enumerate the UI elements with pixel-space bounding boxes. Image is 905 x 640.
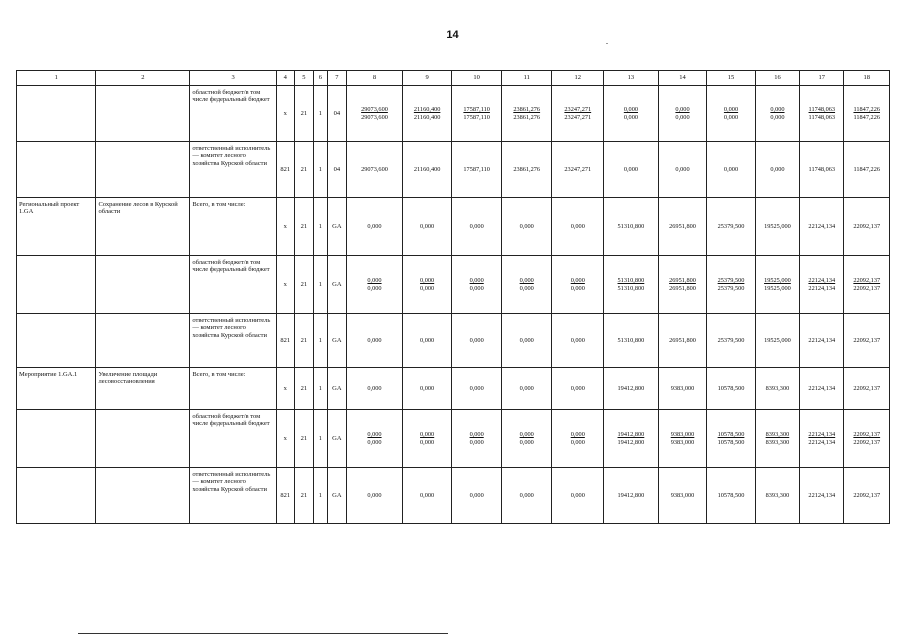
column-header-14: 14 — [658, 71, 707, 86]
value-federal: 10578,500 — [717, 438, 745, 446]
value-federal: 22092,137 — [853, 438, 881, 446]
value-total: 0,000 — [469, 431, 484, 439]
cell-col1 — [17, 410, 96, 468]
cell-value-col15 — [707, 410, 756, 468]
value-total: 26951,800 — [669, 336, 696, 344]
cell-col4: 821 — [277, 468, 295, 524]
cell-value-col11 — [501, 142, 552, 198]
value-total: 0,000 — [367, 222, 382, 230]
value-total: 51310,800 — [617, 277, 645, 285]
cell-col6: 1 — [314, 198, 327, 256]
value-total: 0,000 — [623, 165, 638, 173]
cell-value-col15 — [707, 314, 756, 368]
cell-value-col11 — [501, 256, 552, 314]
cell-value-col11 — [501, 410, 552, 468]
value-total: 19412,800 — [617, 491, 645, 499]
value-total: 22124,134 — [808, 222, 836, 230]
cell-value-col18 — [844, 198, 890, 256]
cell-col1: Мероприятие 1.GA.1 — [17, 368, 96, 410]
cell-value-col8 — [347, 314, 403, 368]
cell-value-col12 — [552, 86, 604, 142]
value-total: 0,000 — [469, 491, 484, 499]
cell-col5: 21 — [294, 314, 314, 368]
value-total: 8393,300 — [765, 384, 790, 392]
cell-col3: областной бюджет/в том числе федеральный бюджет — [190, 410, 277, 468]
value-total: 25379,500 — [717, 222, 745, 230]
value-total: 0,000 — [367, 336, 382, 344]
value-total: 22124,134 — [808, 431, 836, 439]
cell-value-col8 — [347, 198, 403, 256]
cell-value-col17 — [800, 256, 844, 314]
cell-value-col18 — [844, 314, 890, 368]
cell-value-col16 — [755, 198, 799, 256]
cell-value-col12 — [552, 314, 604, 368]
cell-col3: областной бюджет/в том числе федеральный бюджет — [190, 256, 277, 314]
value-federal: 0,000 — [519, 438, 534, 446]
value-total: 19412,800 — [617, 431, 645, 439]
value-total: 29073,600 — [361, 165, 388, 173]
value-federal: 0,000 — [519, 284, 534, 292]
column-header-16: 16 — [755, 71, 799, 86]
cell-col7: GA — [327, 314, 347, 368]
cell-value-col12 — [552, 198, 604, 256]
value-total: 0,000 — [367, 431, 382, 439]
cell-value-col17 — [800, 410, 844, 468]
value-federal: 17587,110 — [463, 113, 490, 121]
value-federal: 0,000 — [723, 113, 739, 121]
header-row — [17, 71, 890, 86]
cell-value-col18 — [844, 142, 890, 198]
column-header-4: 4 — [277, 71, 295, 86]
column-header-17: 17 — [800, 71, 844, 86]
value-total: 51310,800 — [617, 222, 645, 230]
cell-col7: GA — [327, 256, 347, 314]
cell-value-col14 — [658, 142, 707, 198]
value-total: 22092,137 — [853, 336, 881, 344]
cell-col6: 1 — [314, 468, 327, 524]
cell-value-col11 — [501, 368, 552, 410]
value-total: 22092,137 — [853, 277, 881, 285]
cell-value-col11 — [501, 198, 552, 256]
cell-col6: 1 — [314, 256, 327, 314]
cell-value-col10 — [452, 86, 502, 142]
cell-col4: х — [277, 410, 295, 468]
cell-value-col11 — [501, 468, 552, 524]
column-header-12: 12 — [552, 71, 604, 86]
cell-value-col14 — [658, 314, 707, 368]
value-total: 9383,000 — [670, 384, 695, 392]
cell-col1: Региональный проект 1.GA — [17, 198, 96, 256]
cell-value-col17 — [800, 368, 844, 410]
cell-value-col14 — [658, 198, 707, 256]
value-total: 0,000 — [723, 165, 739, 173]
cell-value-col17 — [800, 468, 844, 524]
cell-value-col10 — [452, 256, 502, 314]
cell-col4: х — [277, 198, 295, 256]
cell-value-col16 — [755, 256, 799, 314]
cell-value-col11 — [501, 86, 552, 142]
table-row — [17, 256, 890, 314]
value-total: 0,000 — [623, 106, 638, 114]
value-total: 0,000 — [469, 384, 484, 392]
value-federal: 9383,000 — [670, 438, 695, 446]
cell-col2 — [96, 314, 190, 368]
value-total: 21160,400 — [413, 106, 441, 114]
cell-value-col16 — [755, 368, 799, 410]
cell-col5: 21 — [294, 142, 314, 198]
cell-col3: Всего, в том числе: — [190, 198, 277, 256]
cell-value-col13 — [604, 86, 659, 142]
cell-value-col18 — [844, 368, 890, 410]
value-federal: 0,000 — [469, 284, 484, 292]
value-federal: 11847,226 — [853, 113, 880, 121]
value-total: 0,000 — [519, 222, 534, 230]
cell-value-col17 — [800, 86, 844, 142]
cell-col7: GA — [327, 468, 347, 524]
value-federal: 23247,271 — [564, 113, 592, 121]
cell-value-col15 — [707, 86, 756, 142]
value-total: 22092,137 — [853, 491, 881, 499]
cell-col6: 1 — [314, 368, 327, 410]
value-total: 0,000 — [770, 165, 785, 173]
value-total: 17587,110 — [463, 106, 490, 114]
value-total: 9383,000 — [670, 491, 695, 499]
table-row — [17, 468, 890, 524]
cell-col4: х — [277, 256, 295, 314]
cell-value-col13 — [604, 314, 659, 368]
cell-value-col18 — [844, 256, 890, 314]
cell-value-col17 — [800, 198, 844, 256]
value-federal: 0,000 — [675, 113, 690, 121]
cell-value-col16 — [755, 314, 799, 368]
cell-col4: 821 — [277, 142, 295, 198]
value-total: 11847,226 — [853, 106, 880, 114]
value-total: 9383,000 — [670, 431, 695, 439]
cell-col7: 04 — [327, 86, 347, 142]
value-federal: 21160,400 — [413, 113, 441, 121]
cell-col7: GA — [327, 198, 347, 256]
value-total: 19412,800 — [617, 384, 645, 392]
cell-col3: Всего, в том числе: — [190, 368, 277, 410]
cell-value-col12 — [552, 368, 604, 410]
value-total: 0,000 — [675, 165, 690, 173]
value-total: 17587,110 — [463, 165, 490, 173]
cell-value-col16 — [755, 142, 799, 198]
cell-col6: 1 — [314, 314, 327, 368]
cell-col5: 21 — [294, 368, 314, 410]
value-total: 23861,276 — [513, 106, 541, 114]
table-row — [17, 314, 890, 368]
value-total: 0,000 — [469, 277, 484, 285]
cell-col7: 04 — [327, 142, 347, 198]
value-total: 0,000 — [367, 384, 382, 392]
cell-col5: 21 — [294, 198, 314, 256]
value-total: 22124,134 — [808, 491, 836, 499]
column-header-2: 2 — [96, 71, 190, 86]
value-total: 0,000 — [519, 336, 534, 344]
value-total: 22124,134 — [808, 336, 836, 344]
cell-value-col18 — [844, 468, 890, 524]
value-total: 23247,271 — [564, 106, 592, 114]
cell-value-col15 — [707, 468, 756, 524]
column-header-8: 8 — [347, 71, 403, 86]
column-header-10: 10 — [452, 71, 502, 86]
value-total: 0,000 — [420, 277, 435, 285]
value-federal: 0,000 — [570, 284, 585, 292]
cell-col7: GA — [327, 368, 347, 410]
cell-value-col15 — [707, 256, 756, 314]
cell-col5: 21 — [294, 410, 314, 468]
cell-col4: х — [277, 368, 295, 410]
cell-col3: ответственный исполнитель — комитет лесного хозяйства Курской области — [190, 468, 277, 524]
column-header-9: 9 — [402, 71, 452, 86]
value-total: 51310,800 — [617, 336, 645, 344]
value-total: 0,000 — [519, 491, 534, 499]
cell-col2: Увеличение площади лесовосстановления — [96, 368, 190, 410]
cell-col6: 1 — [314, 142, 327, 198]
value-total: 0,000 — [519, 431, 534, 439]
value-total: 22092,137 — [853, 431, 881, 439]
value-total: 22092,137 — [853, 222, 881, 230]
cell-value-col13 — [604, 142, 659, 198]
cell-col6: 1 — [314, 410, 327, 468]
cell-value-col12 — [552, 468, 604, 524]
value-total: 0,000 — [420, 491, 435, 499]
value-federal: 0,000 — [469, 438, 484, 446]
cell-col2: Сохранение лесов в Курской области — [96, 198, 190, 256]
cell-value-col10 — [452, 468, 502, 524]
value-federal: 11748,063 — [808, 113, 836, 121]
footnote-divider — [78, 633, 448, 634]
column-header-3: 3 — [190, 71, 277, 86]
value-total: 0,000 — [519, 384, 534, 392]
cell-value-col8 — [347, 256, 403, 314]
cell-value-col16 — [755, 86, 799, 142]
value-total: 0,000 — [469, 222, 484, 230]
value-total: 29073,600 — [361, 106, 388, 114]
cell-value-col13 — [604, 468, 659, 524]
value-federal: 8393,300 — [765, 438, 790, 446]
cell-col6: 1 — [314, 86, 327, 142]
value-federal: 29073,600 — [361, 113, 388, 121]
value-federal: 0,000 — [367, 284, 382, 292]
value-total: 19525,000 — [764, 222, 791, 230]
cell-value-col15 — [707, 142, 756, 198]
value-total: 0,000 — [469, 336, 484, 344]
value-total: 22092,137 — [853, 384, 881, 392]
table-row — [17, 142, 890, 198]
cell-value-col11 — [501, 314, 552, 368]
value-total: 0,000 — [570, 491, 585, 499]
column-header-1: 1 — [17, 71, 96, 86]
value-total: 22124,134 — [808, 277, 836, 285]
cell-col5: 21 — [294, 468, 314, 524]
value-total: 26951,800 — [669, 277, 696, 285]
cell-col1 — [17, 314, 96, 368]
value-total: 10578,500 — [717, 384, 745, 392]
value-total: 8393,300 — [765, 431, 790, 439]
cell-value-col12 — [552, 410, 604, 468]
value-total: 19525,000 — [764, 336, 791, 344]
cell-col4: х — [277, 86, 295, 142]
cell-value-col10 — [452, 314, 502, 368]
column-header-11: 11 — [501, 71, 552, 86]
cell-value-col13 — [604, 256, 659, 314]
value-total: 25379,500 — [717, 336, 745, 344]
column-header-18: 18 — [844, 71, 890, 86]
cell-value-col9 — [402, 314, 452, 368]
cell-value-col9 — [402, 368, 452, 410]
value-total: 0,000 — [675, 106, 690, 114]
cell-col2 — [96, 142, 190, 198]
value-total: 0,000 — [570, 384, 585, 392]
cell-col2 — [96, 86, 190, 142]
column-header-15: 15 — [707, 71, 756, 86]
cell-value-col8 — [347, 142, 403, 198]
cell-value-col14 — [658, 256, 707, 314]
value-federal: 0,000 — [770, 113, 785, 121]
column-header-7: 7 — [327, 71, 347, 86]
column-header-13: 13 — [604, 71, 659, 86]
cell-col5: 21 — [294, 86, 314, 142]
value-federal: 19525,000 — [764, 284, 791, 292]
value-total: 0,000 — [420, 222, 435, 230]
cell-col1 — [17, 468, 96, 524]
cell-value-col9 — [402, 142, 452, 198]
value-total: 0,000 — [570, 277, 585, 285]
cell-col3: ответственный исполнитель — комитет лесного хозяйства Курской области — [190, 314, 277, 368]
cell-col7: GA — [327, 410, 347, 468]
value-federal: 0,000 — [623, 113, 638, 121]
cell-value-col8 — [347, 368, 403, 410]
value-federal: 0,000 — [420, 284, 435, 292]
value-total: 23247,271 — [564, 165, 592, 173]
value-total: 0,000 — [420, 384, 435, 392]
value-total: 0,000 — [420, 336, 435, 344]
table-row — [17, 198, 890, 256]
value-total: 19525,000 — [764, 277, 791, 285]
value-federal: 0,000 — [420, 438, 435, 446]
cell-value-col18 — [844, 410, 890, 468]
cell-value-col14 — [658, 410, 707, 468]
value-federal: 23861,276 — [513, 113, 541, 121]
cell-value-col9 — [402, 86, 452, 142]
cell-col2 — [96, 410, 190, 468]
value-total: 21160,400 — [413, 165, 441, 173]
cell-value-col9 — [402, 468, 452, 524]
value-total: 26951,800 — [669, 222, 696, 230]
cell-value-col9 — [402, 256, 452, 314]
cell-value-col17 — [800, 142, 844, 198]
table-row — [17, 368, 890, 410]
table-body — [17, 86, 890, 524]
cell-value-col8 — [347, 410, 403, 468]
value-federal: 19412,800 — [617, 438, 645, 446]
scan-artifact — [606, 43, 608, 44]
value-total: 0,000 — [367, 277, 382, 285]
cell-value-col12 — [552, 142, 604, 198]
cell-value-col16 — [755, 410, 799, 468]
cell-col3: областной бюджет/в том числе федеральный бюджет — [190, 86, 277, 142]
table-row — [17, 86, 890, 142]
budget-table — [16, 70, 890, 524]
cell-value-col8 — [347, 468, 403, 524]
value-total: 11847,226 — [853, 165, 880, 173]
cell-value-col9 — [402, 198, 452, 256]
value-total: 11748,063 — [808, 106, 836, 114]
cell-value-col10 — [452, 198, 502, 256]
value-total: 0,000 — [723, 106, 739, 114]
value-total: 0,000 — [570, 336, 585, 344]
cell-value-col9 — [402, 410, 452, 468]
value-total: 25379,500 — [717, 277, 745, 285]
cell-value-col14 — [658, 468, 707, 524]
cell-value-col10 — [452, 410, 502, 468]
value-total: 22124,134 — [808, 384, 836, 392]
value-total: 0,000 — [519, 277, 534, 285]
value-total: 0,000 — [570, 431, 585, 439]
value-total: 0,000 — [367, 491, 382, 499]
value-total: 11748,063 — [808, 165, 836, 173]
value-federal: 22124,134 — [808, 284, 836, 292]
value-federal: 0,000 — [570, 438, 585, 446]
cell-value-col17 — [800, 314, 844, 368]
cell-value-col12 — [552, 256, 604, 314]
cell-value-col14 — [658, 368, 707, 410]
value-total: 0,000 — [570, 222, 585, 230]
value-total: 8393,300 — [765, 491, 790, 499]
cell-value-col13 — [604, 198, 659, 256]
value-federal: 0,000 — [367, 438, 382, 446]
cell-value-col18 — [844, 86, 890, 142]
value-total: 10578,500 — [717, 491, 745, 499]
value-federal: 22092,137 — [853, 284, 881, 292]
value-federal: 22124,134 — [808, 438, 836, 446]
table-row — [17, 410, 890, 468]
value-total: 23861,276 — [513, 165, 541, 173]
cell-value-col13 — [604, 410, 659, 468]
cell-col1 — [17, 142, 96, 198]
value-federal: 51310,800 — [617, 284, 645, 292]
cell-value-col16 — [755, 468, 799, 524]
value-federal: 25379,500 — [717, 284, 745, 292]
cell-col1 — [17, 86, 96, 142]
cell-col4: 821 — [277, 314, 295, 368]
cell-col2 — [96, 256, 190, 314]
cell-col5: 21 — [294, 256, 314, 314]
cell-value-col8 — [347, 86, 403, 142]
column-header-6: 6 — [314, 71, 327, 86]
cell-value-col13 — [604, 368, 659, 410]
cell-col3: ответственный исполнитель — комитет лесного хозяйства Курской области — [190, 142, 277, 198]
value-total: 0,000 — [420, 431, 435, 439]
cell-value-col14 — [658, 86, 707, 142]
cell-value-col15 — [707, 198, 756, 256]
value-total: 0,000 — [770, 106, 785, 114]
value-federal: 26951,800 — [669, 284, 696, 292]
cell-col1 — [17, 256, 96, 314]
cell-value-col10 — [452, 368, 502, 410]
cell-value-col10 — [452, 142, 502, 198]
column-header-5: 5 — [294, 71, 314, 86]
cell-col2 — [96, 468, 190, 524]
value-total: 10578,500 — [717, 431, 745, 439]
page-number: 14 — [446, 29, 459, 41]
cell-value-col15 — [707, 368, 756, 410]
